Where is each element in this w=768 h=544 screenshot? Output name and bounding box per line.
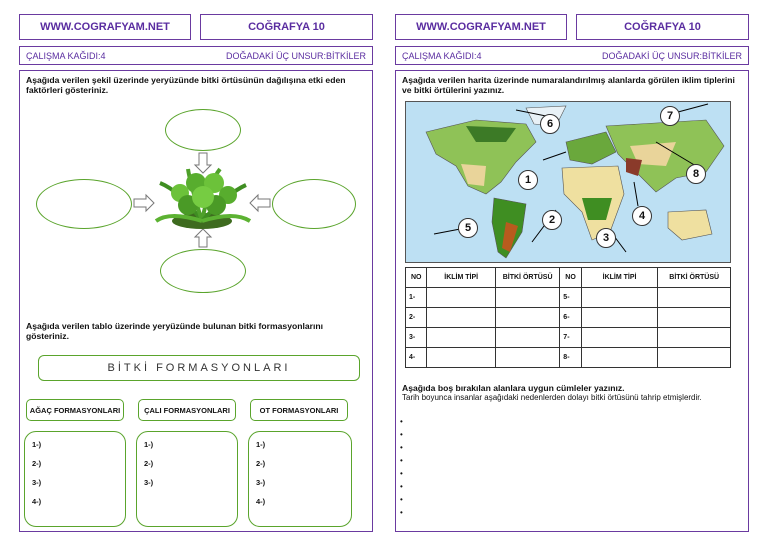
row-number: 1- — [406, 288, 427, 308]
climate-cell[interactable] — [427, 308, 495, 328]
question-1: Aşağıda verilen şekil üzerinde yeryüzünde bitki örtüsünün dağılışına etki eden faktörleri gösteriniz. — [26, 75, 346, 95]
list-item: 2-) — [256, 459, 266, 468]
header-vegetation: BİTKİ ÖRTÜSÜ — [495, 268, 559, 288]
world-map-graphic — [406, 102, 730, 262]
plant-diagram — [20, 71, 374, 331]
vegetation-cell[interactable] — [495, 288, 559, 308]
row-number: 4- — [406, 348, 427, 368]
climate-table — [405, 267, 731, 368]
header-no: NO — [406, 268, 427, 288]
vegetation-cell[interactable] — [658, 308, 731, 328]
row-number: 3- — [406, 328, 427, 348]
worksheet-body — [19, 70, 373, 532]
grass-answer-box[interactable] — [248, 431, 352, 527]
vegetation-cell[interactable] — [495, 308, 559, 328]
worksheet-label: ÇALIŞMA KAĞIDI:4 — [26, 50, 106, 61]
question-2-text: Tarih boyunca insanlar aşağıdaki nedenlerden dolayı bitki örtüsünü tahrip etmişlerdir. — [402, 393, 702, 402]
unit-label: DOĞADAKİ ÜÇ UNSUR:BİTKİLER — [601, 50, 742, 61]
climate-cell[interactable] — [427, 288, 495, 308]
tree-answer-box[interactable] — [24, 431, 126, 527]
bullet-line[interactable]: • — [400, 443, 403, 452]
vegetation-cell[interactable] — [495, 348, 559, 368]
map-label-1: 1 — [518, 170, 538, 190]
category-grass: OT FORMASYONLARI — [250, 399, 348, 421]
fern-plant-icon — [156, 169, 250, 229]
list-item: 4-) — [32, 497, 42, 506]
map-label-7: 7 — [660, 106, 680, 126]
vegetation-cell[interactable] — [658, 348, 731, 368]
list-item: 2-) — [32, 459, 42, 468]
site-header: WWW.COGRAFYAM.NET — [395, 14, 567, 40]
list-item: 2-) — [144, 459, 154, 468]
sub-header — [19, 46, 373, 65]
worksheet-label: ÇALIŞMA KAĞIDI:4 — [402, 50, 482, 61]
site-header: WWW.COGRAFYAM.NET — [19, 14, 191, 40]
sub-header — [395, 46, 749, 65]
row-number: 6- — [560, 308, 581, 328]
bullet-line[interactable]: • — [400, 508, 403, 517]
vegetation-cell[interactable] — [658, 328, 731, 348]
header-vegetation: BİTKİ ÖRTÜSÜ — [658, 268, 731, 288]
climate-cell[interactable] — [581, 328, 658, 348]
list-item: 1-) — [32, 440, 42, 449]
list-item: 4-) — [256, 497, 266, 506]
header-climate: İKLİM TİPİ — [581, 268, 658, 288]
bullet-line[interactable]: • — [400, 469, 403, 478]
world-map — [405, 101, 731, 263]
row-number: 8- — [560, 348, 581, 368]
map-label-8: 8 — [686, 164, 706, 184]
category-shrub: ÇALI FORMASYONLARI — [138, 399, 236, 421]
list-item: 1-) — [256, 440, 266, 449]
formation-title: BİTKİ FORMASYONLARI — [38, 355, 360, 381]
map-label-3: 3 — [596, 228, 616, 248]
bullet-line[interactable]: • — [400, 456, 403, 465]
table-row — [406, 308, 731, 328]
category-tree: AĞAÇ FORMASYONLARI — [26, 399, 124, 421]
vegetation-cell[interactable] — [495, 328, 559, 348]
question-1: Aşağıda verilen harita üzerinde numaralandırılmış alanlarda görülen iklim tiplerini ve bitki örtülerini yazınız. — [402, 75, 735, 95]
list-item: 1-) — [144, 440, 154, 449]
list-item: 3-) — [144, 478, 154, 487]
shrub-answer-box[interactable] — [136, 431, 238, 527]
map-label-5: 5 — [458, 218, 478, 238]
question-2-title: Aşağıda boş bırakılan alanlara uygun cümleler yazınız. — [402, 383, 625, 393]
map-label-6: 6 — [540, 114, 560, 134]
table-row — [406, 348, 731, 368]
header-climate: İKLİM TİPİ — [427, 268, 495, 288]
map-label-4: 4 — [632, 206, 652, 226]
map-label-2: 2 — [542, 210, 562, 230]
bullet-line[interactable]: • — [400, 482, 403, 491]
bullet-line[interactable]: • — [400, 495, 403, 504]
unit-label: DOĞADAKİ ÜÇ UNSUR:BİTKİLER — [225, 50, 366, 61]
climate-cell[interactable] — [427, 348, 495, 368]
bullet-line[interactable]: • — [400, 417, 403, 426]
table-header-row — [406, 268, 731, 288]
left-worksheet — [19, 14, 373, 532]
subject-header: COĞRAFYA 10 — [576, 14, 749, 40]
table-row — [406, 328, 731, 348]
table-row — [406, 288, 731, 308]
row-number: 7- — [560, 328, 581, 348]
worksheet-body — [395, 70, 749, 532]
climate-cell[interactable] — [581, 308, 658, 328]
header-no: NO — [560, 268, 581, 288]
row-number: 2- — [406, 308, 427, 328]
list-item: 3-) — [32, 478, 42, 487]
subject-header: COĞRAFYA 10 — [200, 14, 373, 40]
climate-cell[interactable] — [427, 328, 495, 348]
question-2: Aşağıda verilen tablo üzerinde yeryüzünde bulunan bitki formasyonlarını gösteriniz. — [26, 321, 324, 341]
climate-cell[interactable] — [581, 288, 658, 308]
right-worksheet — [395, 14, 749, 532]
row-number: 5- — [560, 288, 581, 308]
climate-cell[interactable] — [581, 348, 658, 368]
list-item: 3-) — [256, 478, 266, 487]
vegetation-cell[interactable] — [658, 288, 731, 308]
bullet-line[interactable]: • — [400, 430, 403, 439]
